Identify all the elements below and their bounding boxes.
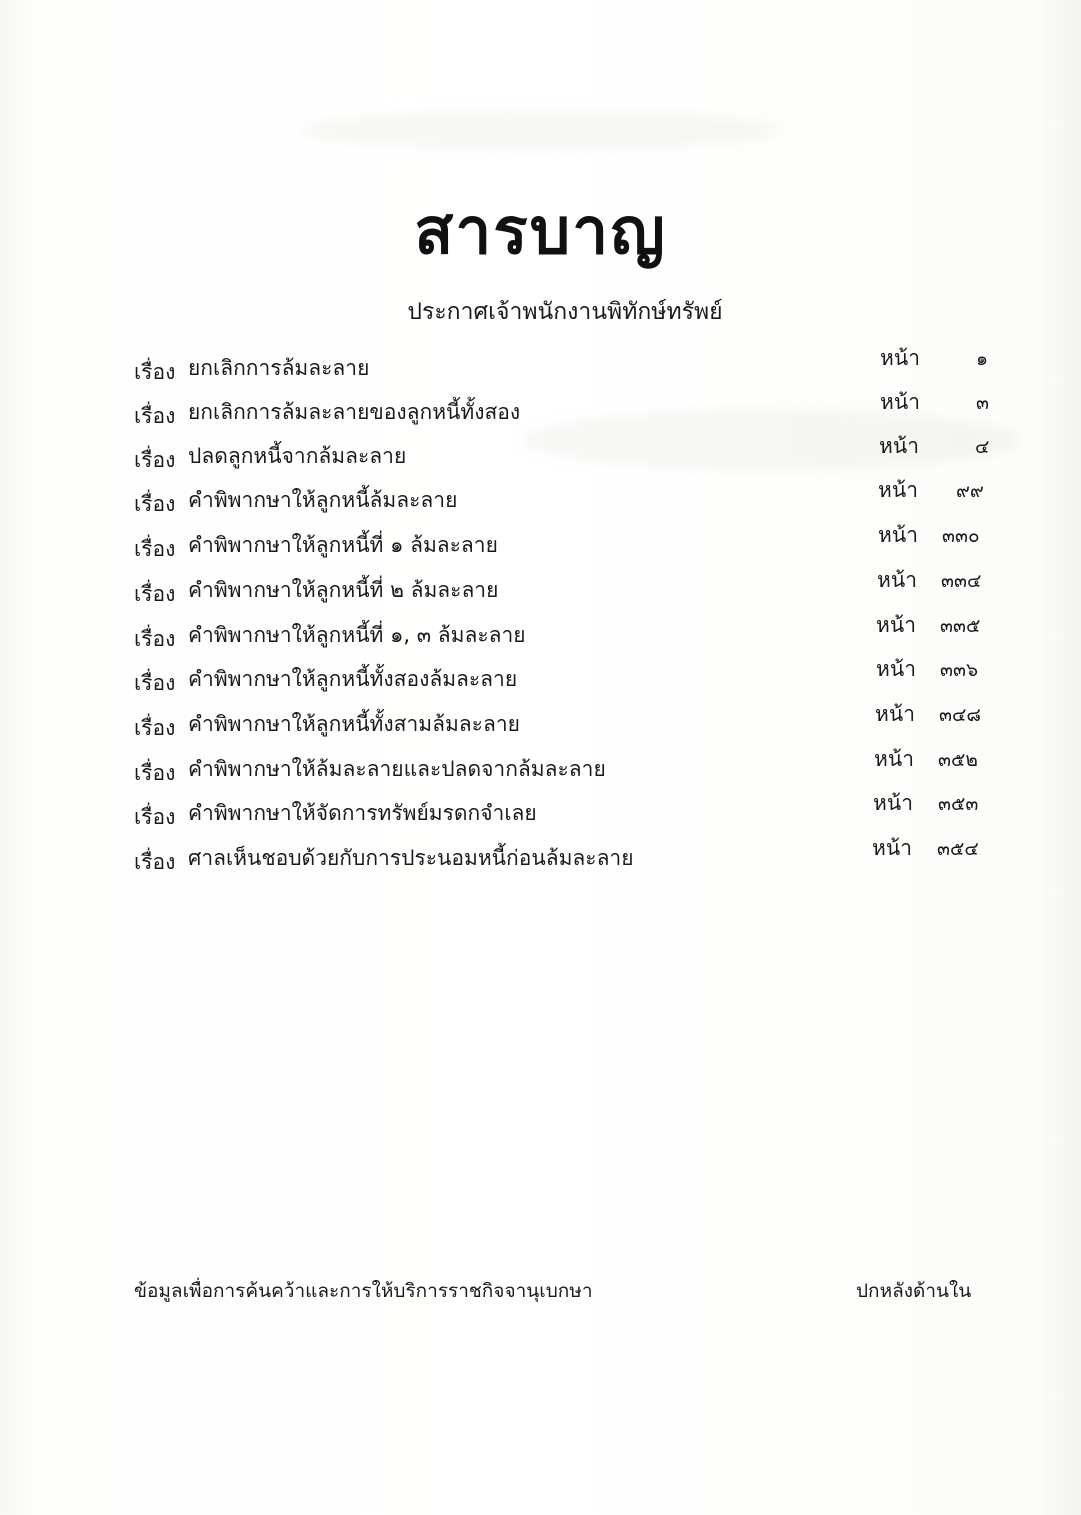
toc-entry	[0, 564, 1081, 608]
toc-entry-prefix: เรื่อง	[134, 805, 176, 829]
toc-entry-title: คำพิพากษาให้ลูกหนี้ล้มละลาย	[188, 488, 458, 512]
toc-entry-prefix: เรื่อง	[134, 492, 176, 516]
toc-entry-prefix: เรื่อง	[134, 761, 176, 785]
toc-entry	[0, 698, 1081, 742]
scan-artifact	[300, 110, 780, 150]
toc-page-label: หน้า	[880, 390, 920, 414]
section-subtitle: ประกาศเจ้าพนักงานพิทักษ์ทรัพย์	[407, 299, 723, 325]
toc-page-number: ๓๓๕	[940, 615, 981, 637]
toc-page-label: หน้า	[875, 702, 915, 726]
toc-entry	[0, 743, 1081, 787]
toc-page-label: หน้า	[873, 791, 913, 815]
toc-entry	[0, 386, 1081, 430]
toc-entry	[0, 609, 1081, 653]
toc-page-number: ๓	[976, 392, 989, 414]
toc-entry-title: คำพิพากษาให้ลูกหนี้ทั้งสองล้มละลาย	[188, 667, 518, 691]
page-title: สารบาญ	[414, 194, 667, 269]
toc-entry-title: ยกเลิกการล้มละลายของลูกหนี้ทั้งสอง	[188, 400, 521, 424]
toc-page-number: ๔	[975, 436, 990, 458]
toc-entry	[0, 430, 1081, 474]
toc-entry-title: คำพิพากษาให้ลูกหนี้ที่ ๒ ล้มละลาย	[188, 578, 499, 602]
footer-page-position: ปกหลังด้านใน	[856, 1280, 972, 1302]
toc-entry-prefix: เรื่อง	[134, 537, 176, 561]
toc-page-label: หน้า	[876, 613, 916, 637]
toc-entry-prefix: เรื่อง	[134, 671, 176, 695]
toc-entry-title: คำพิพากษาให้ล้มละลายและปลดจากล้มละลาย	[188, 757, 606, 781]
toc-entry-prefix: เรื่อง	[134, 627, 176, 651]
toc-page-number: ๑	[976, 348, 989, 370]
toc-page-label: หน้า	[878, 523, 918, 547]
footer-source-note: ข้อมูลเพื่อการค้นคว้าและการให้บริการราชกิจจานุเบกษา	[134, 1280, 593, 1302]
toc-entry	[0, 474, 1081, 518]
toc-entry-title: คำพิพากษาให้จัดการทรัพย์มรดกจำเลย	[188, 801, 537, 825]
toc-entry-title: ปลดลูกหนี้จากล้มละลาย	[188, 444, 407, 468]
toc-page-label: หน้า	[880, 346, 920, 370]
toc-entry-title: ยกเลิกการล้มละลาย	[188, 356, 370, 380]
toc-entry-title: คำพิพากษาให้ลูกหนี้ทั้งสามล้มละลาย	[188, 712, 520, 736]
toc-page-label: หน้า	[879, 434, 919, 458]
toc-entry-title: ศาลเห็นชอบด้วยกับการประนอมหนี้ก่อนล้มละลาย	[188, 846, 634, 870]
toc-entry	[0, 653, 1081, 697]
toc-entry-prefix: เรื่อง	[134, 448, 176, 472]
toc-page-number: ๓๕๒	[938, 749, 978, 771]
toc-page-number: ๓๕๔	[937, 838, 979, 860]
toc-entry-title: คำพิพากษาให้ลูกหนี้ที่ ๑, ๓ ล้มละลาย	[188, 623, 526, 647]
toc-entry-prefix: เรื่อง	[134, 404, 176, 428]
toc-page-label: หน้า	[878, 478, 918, 502]
toc-page-number: ๓๕๓	[938, 793, 979, 815]
toc-page-number: ๙๙	[956, 480, 984, 502]
toc-page-number: ๓๔๘	[939, 704, 982, 726]
toc-entry	[0, 832, 1081, 876]
toc-entry-prefix: เรื่อง	[134, 850, 176, 874]
toc-page-number: ๓๓๔	[941, 570, 982, 592]
toc-page-label: หน้า	[872, 836, 912, 860]
toc-entry-prefix: เรื่อง	[134, 360, 176, 384]
toc-entry-prefix: เรื่อง	[134, 582, 176, 606]
toc-page-number: ๓๓๖	[940, 659, 979, 681]
toc-page-label: หน้า	[874, 747, 914, 771]
toc-page-number: ๓๓๐	[942, 525, 980, 547]
toc-page-label: หน้า	[877, 568, 917, 592]
toc-entry	[0, 342, 1081, 386]
toc-entry-title: คำพิพากษาให้ลูกหนี้ที่ ๑ ล้มละลาย	[188, 533, 498, 557]
toc-entry	[0, 787, 1081, 831]
toc-page-label: หน้า	[876, 657, 916, 681]
toc-entry-prefix: เรื่อง	[134, 716, 176, 740]
toc-entry	[0, 519, 1081, 563]
